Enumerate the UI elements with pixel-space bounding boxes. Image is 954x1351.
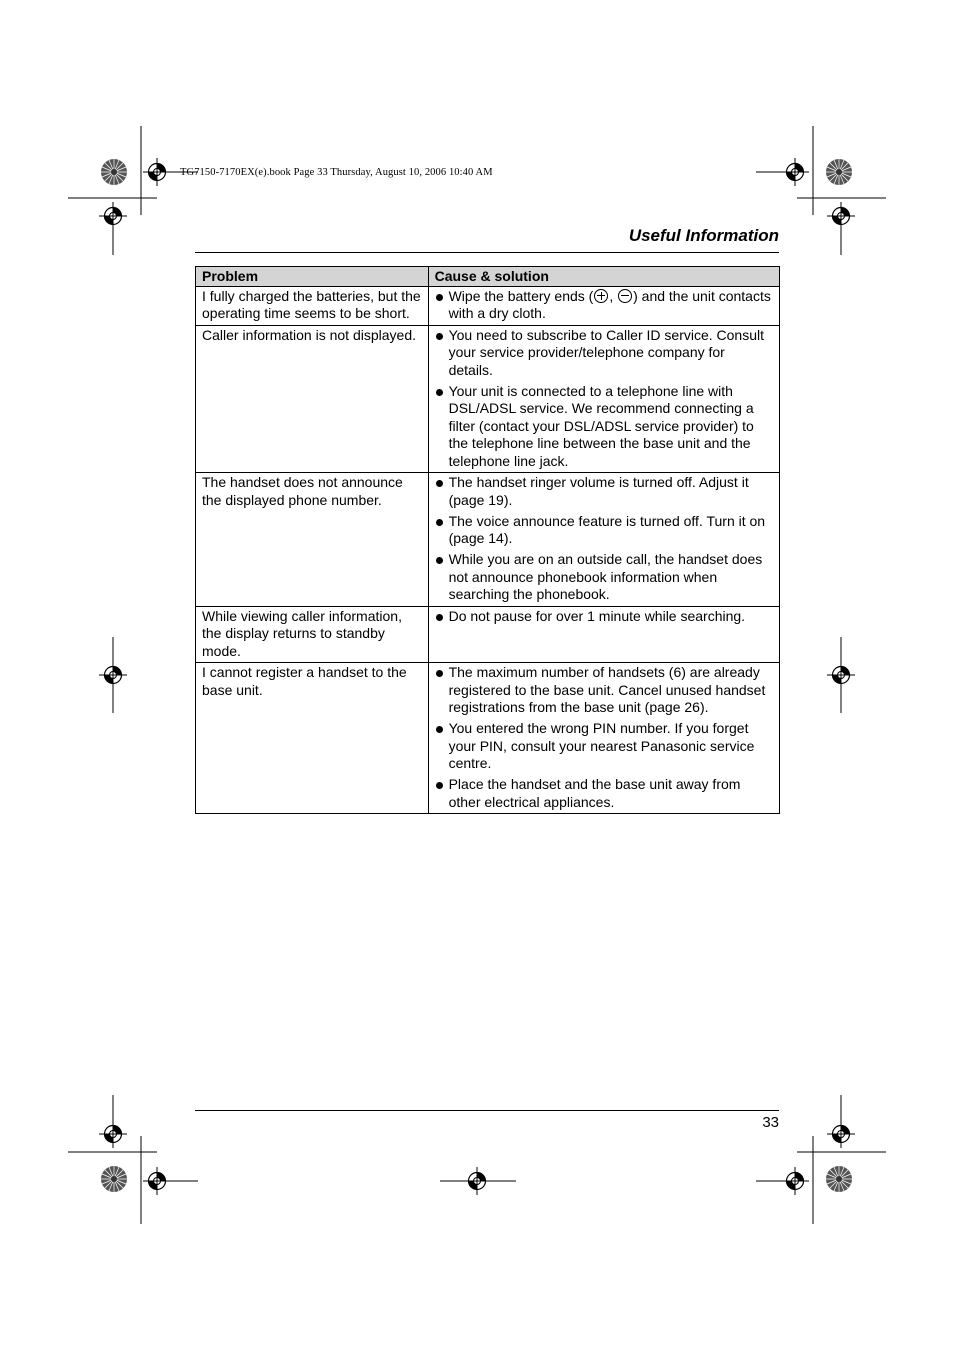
- troubleshooting-table: [195, 266, 780, 814]
- problem-cell: Caller information is not displayed.: [196, 325, 429, 473]
- minus-terminal-icon: [618, 289, 632, 303]
- solution-cell: [428, 606, 779, 663]
- table-row: [196, 663, 780, 814]
- solution-text: ) and the unit contacts with a dry cloth.: [448, 287, 771, 321]
- list-item: You need to subscribe to Caller ID service. Consult your service provider/telephone company for details.: [435, 327, 773, 380]
- list-item: You entered the wrong PIN number. If you forget your PIN, consult your nearest Panasonic service centre.: [435, 720, 773, 773]
- solution-cell: [428, 473, 779, 607]
- solution-list: [435, 474, 773, 604]
- list-item: Place the handset and the base unit away from other electrical appliances.: [435, 776, 773, 811]
- solution-text: ,: [609, 287, 618, 304]
- solution-list: [435, 327, 773, 471]
- solution-cell: [428, 325, 779, 473]
- solution-list: [435, 664, 773, 811]
- footer-rule: [195, 1110, 779, 1111]
- list-item: The voice announce feature is turned off. Turn it on (page 14).: [435, 513, 773, 548]
- print-header: TG7150-7170EX(e).book Page 33 Thursday, August 10, 2006 10:40 AM: [180, 167, 493, 178]
- solution-cell: [428, 286, 779, 325]
- section-title: Useful Information: [628, 226, 779, 245]
- table-row: [196, 473, 780, 607]
- list-item: The handset ringer volume is turned off. Adjust it (page 19).: [435, 474, 773, 509]
- solution-list: [435, 288, 773, 323]
- problem-cell: The handset does not announce the displayed phone number.: [196, 473, 429, 607]
- problem-cell: I cannot register a handset to the base unit.: [196, 663, 429, 814]
- list-item: Do not pause for over 1 minute while searching.: [435, 608, 773, 626]
- problem-cell: While viewing caller information, the display returns to standby mode.: [196, 606, 429, 663]
- list-item: While you are on an outside call, the handset does not announce phonebook information when searching the phonebook.: [435, 551, 773, 604]
- list-item: The maximum number of handsets (6) are already registered to the base unit. Cancel unused handset registrations from the base unit (page 26).: [435, 664, 773, 717]
- column-header-solution: Cause & solution: [428, 267, 779, 287]
- table-header-row: [196, 267, 780, 287]
- table-row: [196, 325, 780, 473]
- column-header-problem: Problem: [196, 267, 429, 287]
- table-row: [196, 286, 780, 325]
- solution-cell: [428, 663, 779, 814]
- solution-list: [435, 608, 773, 626]
- page-number: 33: [762, 1114, 779, 1131]
- table-row: [196, 606, 780, 663]
- problem-cell: I fully charged the batteries, but the operating time seems to be short.: [196, 286, 429, 325]
- plus-terminal-icon: [594, 289, 608, 303]
- list-item: Your unit is connected to a telephone line with DSL/ADSL service. We recommend connecting a filter (contact your DSL/ADSL service provider) to the telephone line between the base unit and the telephone line jack.: [435, 383, 773, 471]
- solution-text: Wipe the battery ends (: [448, 287, 594, 304]
- list-item: [435, 288, 773, 323]
- header-rule: [195, 252, 779, 253]
